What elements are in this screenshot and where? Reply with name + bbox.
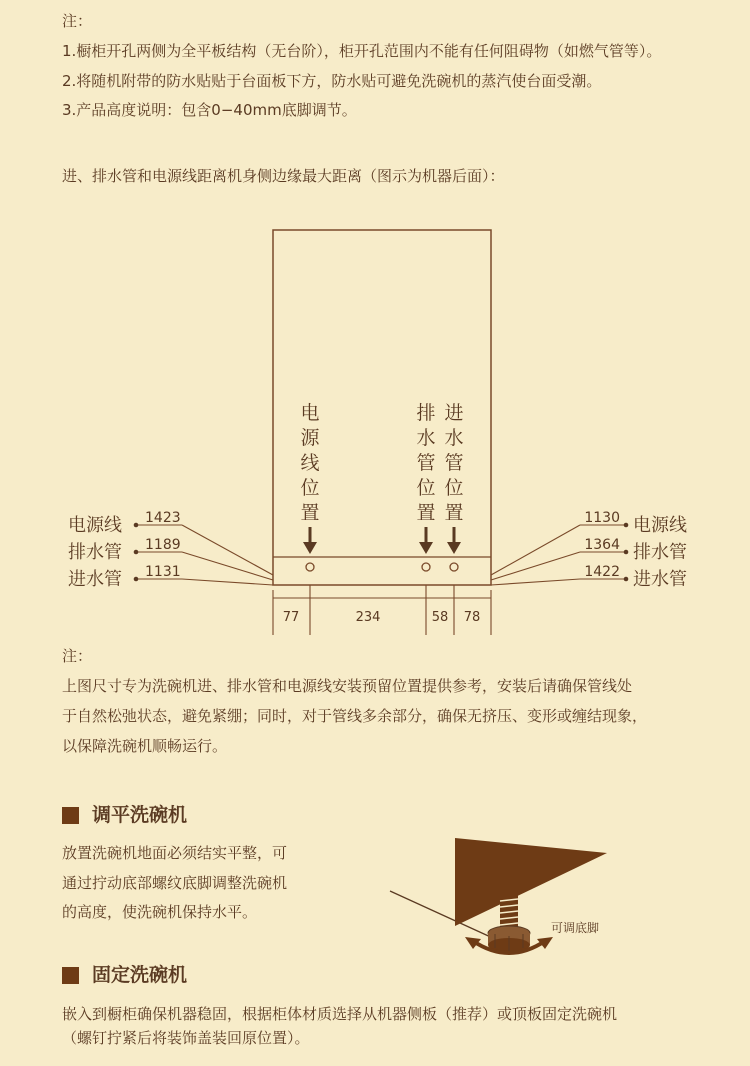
right-power-value: 1130 <box>584 510 620 526</box>
leveling-line-2: 通过拧动底部螺纹底脚调整洗碗机 <box>62 874 288 892</box>
power-char-1: 电 <box>300 402 320 424</box>
note2-title: 注： <box>62 647 93 665</box>
leveling-line-1: 放置洗碗机地面必须结实平整，可 <box>62 844 288 862</box>
drain-port-icon <box>422 563 430 571</box>
power-port-icon <box>306 563 314 571</box>
right-power-label: 电源线 <box>633 515 687 536</box>
inlet-char-3: 管 <box>444 452 464 474</box>
note-item-2: 2.将随机附带的防水贴贴于台面板下方，防水贴可避免洗碗机的蒸汽使台面受潮。 <box>62 72 602 90</box>
power-char-3: 线 <box>300 452 320 474</box>
note2-line-1: 上图尺寸专为洗碗机进、排水管和电源线安装预留位置提供参考，安装后请确保管线处 <box>62 677 633 695</box>
bottom-dimension <box>273 585 491 635</box>
left-inlet-label: 进水管 <box>68 569 122 590</box>
section-square-icon <box>62 807 79 824</box>
dim-78: 78 <box>463 610 481 625</box>
inlet-position-label <box>444 402 463 524</box>
note-item-1: 1.橱柜开孔两侧为全平板结构（无台阶），柜开孔范围内不能有任何阻碍物（如燃气管等）。 <box>62 42 662 60</box>
left-power-value: 1423 <box>145 510 181 526</box>
drain-char-2: 水 <box>416 427 436 449</box>
adjustable-foot-illustration <box>385 833 635 968</box>
dim-77: 77 <box>282 610 300 625</box>
drain-char-1: 排 <box>416 402 436 424</box>
right-labels <box>584 510 687 590</box>
right-inlet-value: 1422 <box>584 564 620 580</box>
left-drain-value: 1189 <box>145 537 181 553</box>
note-title: 注： <box>62 12 93 30</box>
fixing-line-1: 嵌入到橱柜确保机器稳固，根据柜体材质选择从机器侧板（推荐）或顶板固定洗碗机 <box>62 1005 618 1023</box>
inlet-char-4: 位 <box>444 477 464 499</box>
right-drain-label: 排水管 <box>633 542 687 563</box>
drain-char-4: 位 <box>416 477 436 499</box>
bottom-dimension-values <box>283 610 481 625</box>
drain-position-label <box>416 402 435 524</box>
distance-heading: 进、排水管和电源线距离机身侧边缘最大距离（图示为机器后面）： <box>62 167 505 185</box>
drain-char-3: 管 <box>416 452 436 474</box>
power-position-label <box>300 402 320 524</box>
left-labels <box>68 510 181 590</box>
machine-corner <box>455 838 607 926</box>
rear-view-diagram <box>0 200 750 660</box>
left-power-label: 电源线 <box>68 515 122 536</box>
dim-58: 58 <box>431 610 449 625</box>
dim-234: 234 <box>355 610 381 625</box>
inlet-char-2: 水 <box>444 427 464 449</box>
fixing-line-2: （螺钉拧紧后将装饰盖装回原位置）。 <box>62 1029 310 1047</box>
power-char-2: 源 <box>300 427 320 449</box>
power-char-5: 置 <box>300 502 320 524</box>
right-inlet-label: 进水管 <box>633 569 687 590</box>
inlet-char-1: 进 <box>444 402 464 424</box>
right-drain-value: 1364 <box>584 537 620 553</box>
inlet-port-icon <box>450 563 458 571</box>
note2-line-2: 于自然松弛状态，避免紧绷；同时，对于管线多余部分，确保无挤压、变形或缠结现象， <box>62 707 648 725</box>
left-drain-label: 排水管 <box>68 542 122 563</box>
power-char-4: 位 <box>300 477 320 499</box>
drain-char-5: 置 <box>416 502 436 524</box>
fixing-title: 固定洗碗机 <box>92 964 188 986</box>
left-inlet-value: 1131 <box>145 564 181 580</box>
position-arrows <box>303 527 461 554</box>
section-square-icon <box>62 967 79 984</box>
note2-line-3: 以保障洗碗机顺畅运行。 <box>62 737 228 755</box>
leveling-title: 调平洗碗机 <box>92 804 188 826</box>
adjustable-foot-label: 可调底脚 <box>551 921 600 935</box>
note-item-3: 3.产品高度说明：包含0−40mm底脚调节。 <box>62 101 357 119</box>
inlet-char-5: 置 <box>444 502 464 524</box>
leveling-line-3: 的高度，使洗碗机保持水平。 <box>62 903 258 921</box>
